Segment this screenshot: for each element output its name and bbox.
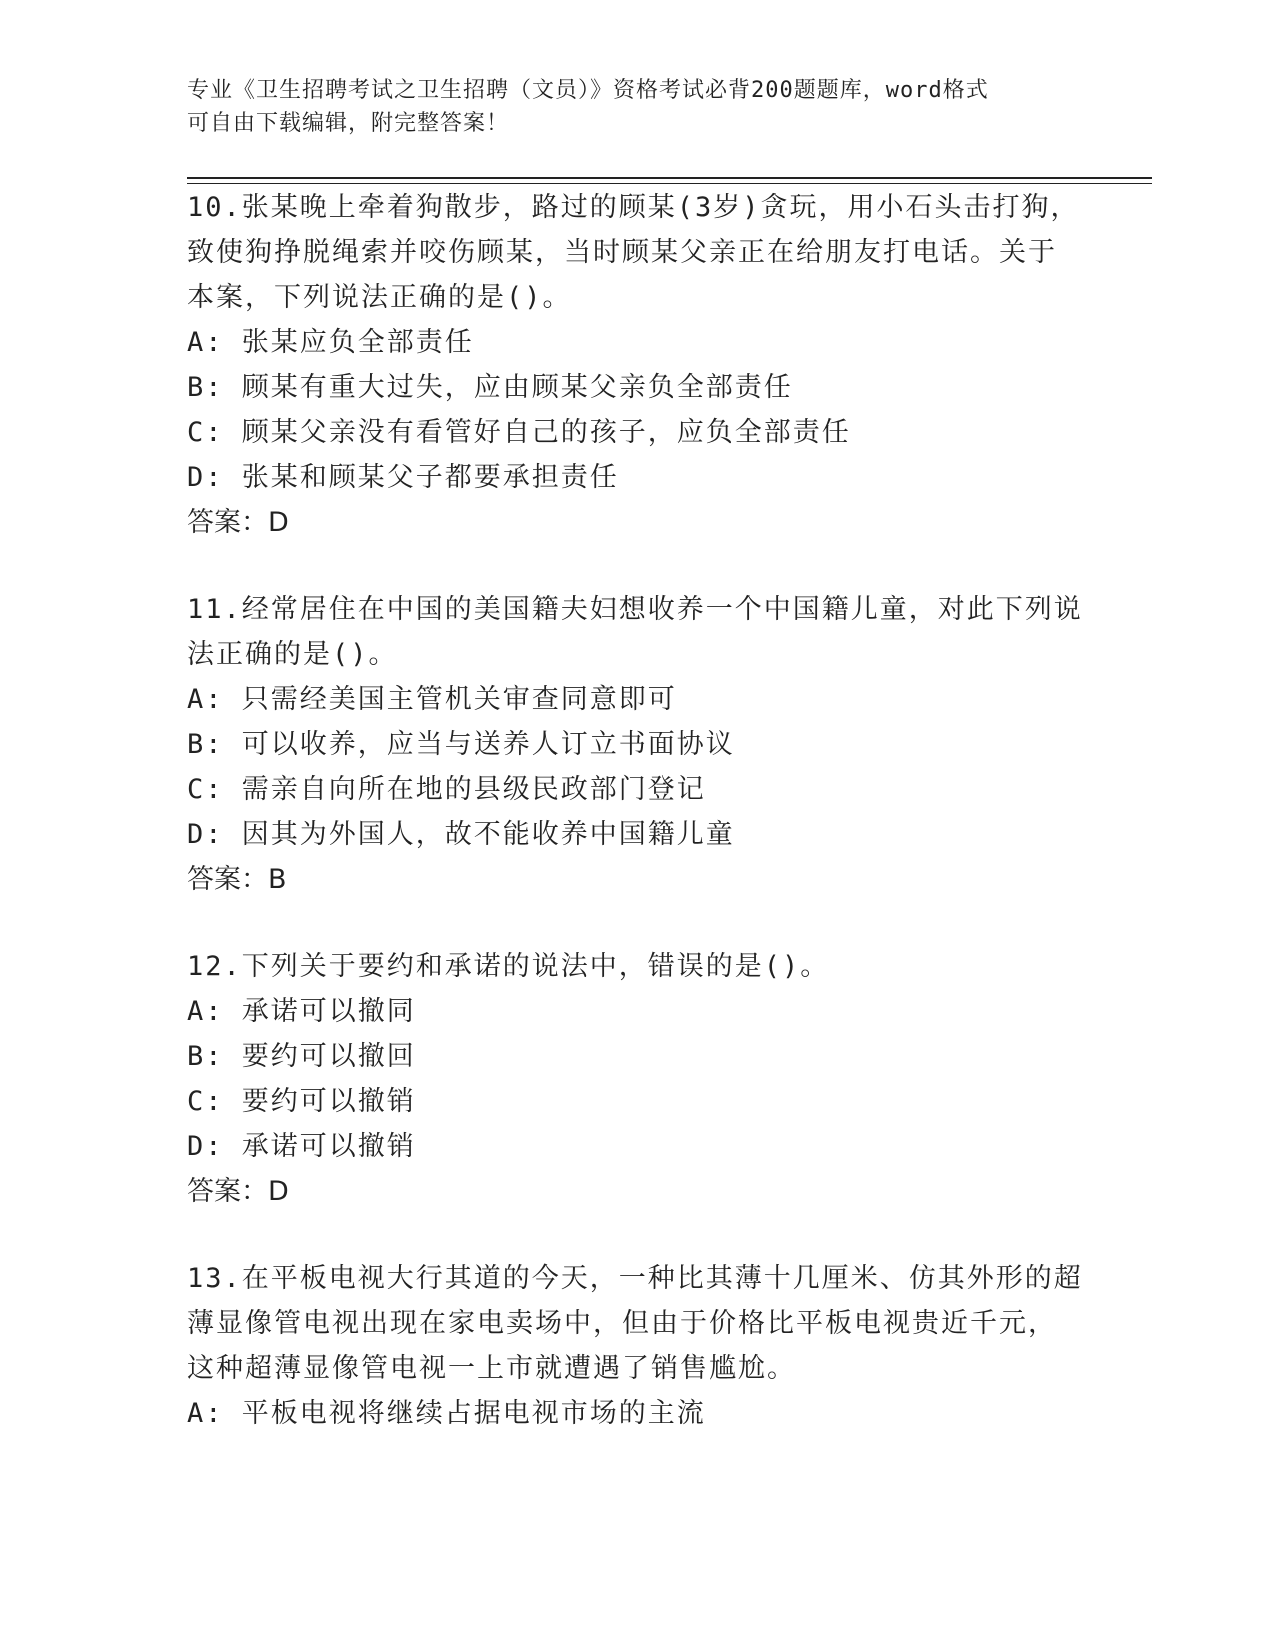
document-header <box>187 74 1087 140</box>
question-text <box>187 1256 1087 1391</box>
question-text-line: 11.经常居住在中国的美国籍夫妇想收养一个中国籍儿童，对此下列说 <box>187 594 1083 625</box>
question-text-line: 10.张某晚上牵着狗散步，路过的顾某(3岁)贪玩，用小石头击打狗， <box>187 192 1080 223</box>
answer: 答案：D <box>187 1176 289 1207</box>
header-line-2: 可自由下载编辑，附完整答案！ <box>187 111 510 136</box>
answer: 答案：D <box>187 507 289 538</box>
option-c: C: 需亲自向所在地的县级民政部门登记 <box>187 774 706 805</box>
question-12 <box>187 944 1087 1214</box>
question-text-line: 这种超薄显像管电视一上市就遭遇了销售尴尬。 <box>187 1353 796 1384</box>
header-divider-thin <box>187 183 1152 184</box>
question-10 <box>187 185 1087 545</box>
option-d: D: 承诺可以撤销 <box>187 1131 416 1162</box>
option-c: C: 顾某父亲没有看管好自己的孩子，应负全部责任 <box>187 417 851 448</box>
question-text-line: 12.下列关于要约和承诺的说法中，错误的是()。 <box>187 951 830 982</box>
option-a: A: 平板电视将继续占据电视市场的主流 <box>187 1398 706 1429</box>
answer: 答案：B <box>187 864 287 895</box>
option-a: A: 只需经美国主管机关审查同意即可 <box>187 684 677 715</box>
question-text-line: 13.在平板电视大行其道的今天，一种比其薄十几厘米、仿其外形的超 <box>187 1263 1083 1294</box>
question-text-line: 本案，下列说法正确的是()。 <box>187 282 572 313</box>
question-11 <box>187 587 1087 902</box>
option-d: D: 因其为外国人，故不能收养中国籍儿童 <box>187 819 735 850</box>
question-text-line: 致使狗挣脱绳索并咬伤顾某，当时顾某父亲正在给朋友打电话。关于 <box>187 237 1057 268</box>
header-line-1: 专业《卫生招聘考试之卫生招聘（文员）》资格考试必背200题题库，word格式 <box>187 78 989 103</box>
option-d: D: 张某和顾某父子都要承担责任 <box>187 462 619 493</box>
question-list <box>187 185 1087 1478</box>
option-b: B: 可以收养，应当与送养人订立书面协议 <box>187 729 735 760</box>
question-text <box>187 944 1087 989</box>
option-c: C: 要约可以撤销 <box>187 1086 416 1117</box>
question-text <box>187 185 1087 320</box>
question-text-line: 薄显像管电视出现在家电卖场中，但由于价格比平板电视贵近千元， <box>187 1308 1057 1339</box>
option-a: A: 承诺可以撤同 <box>187 996 416 1027</box>
question-text <box>187 587 1087 677</box>
option-b: B: 要约可以撤回 <box>187 1041 416 1072</box>
option-a: A: 张某应负全部责任 <box>187 327 474 358</box>
question-13 <box>187 1256 1087 1436</box>
option-b: B: 顾某有重大过失，应由顾某父亲负全部责任 <box>187 372 793 403</box>
question-text-line: 法正确的是()。 <box>187 639 398 670</box>
header-divider-thick <box>187 177 1152 179</box>
